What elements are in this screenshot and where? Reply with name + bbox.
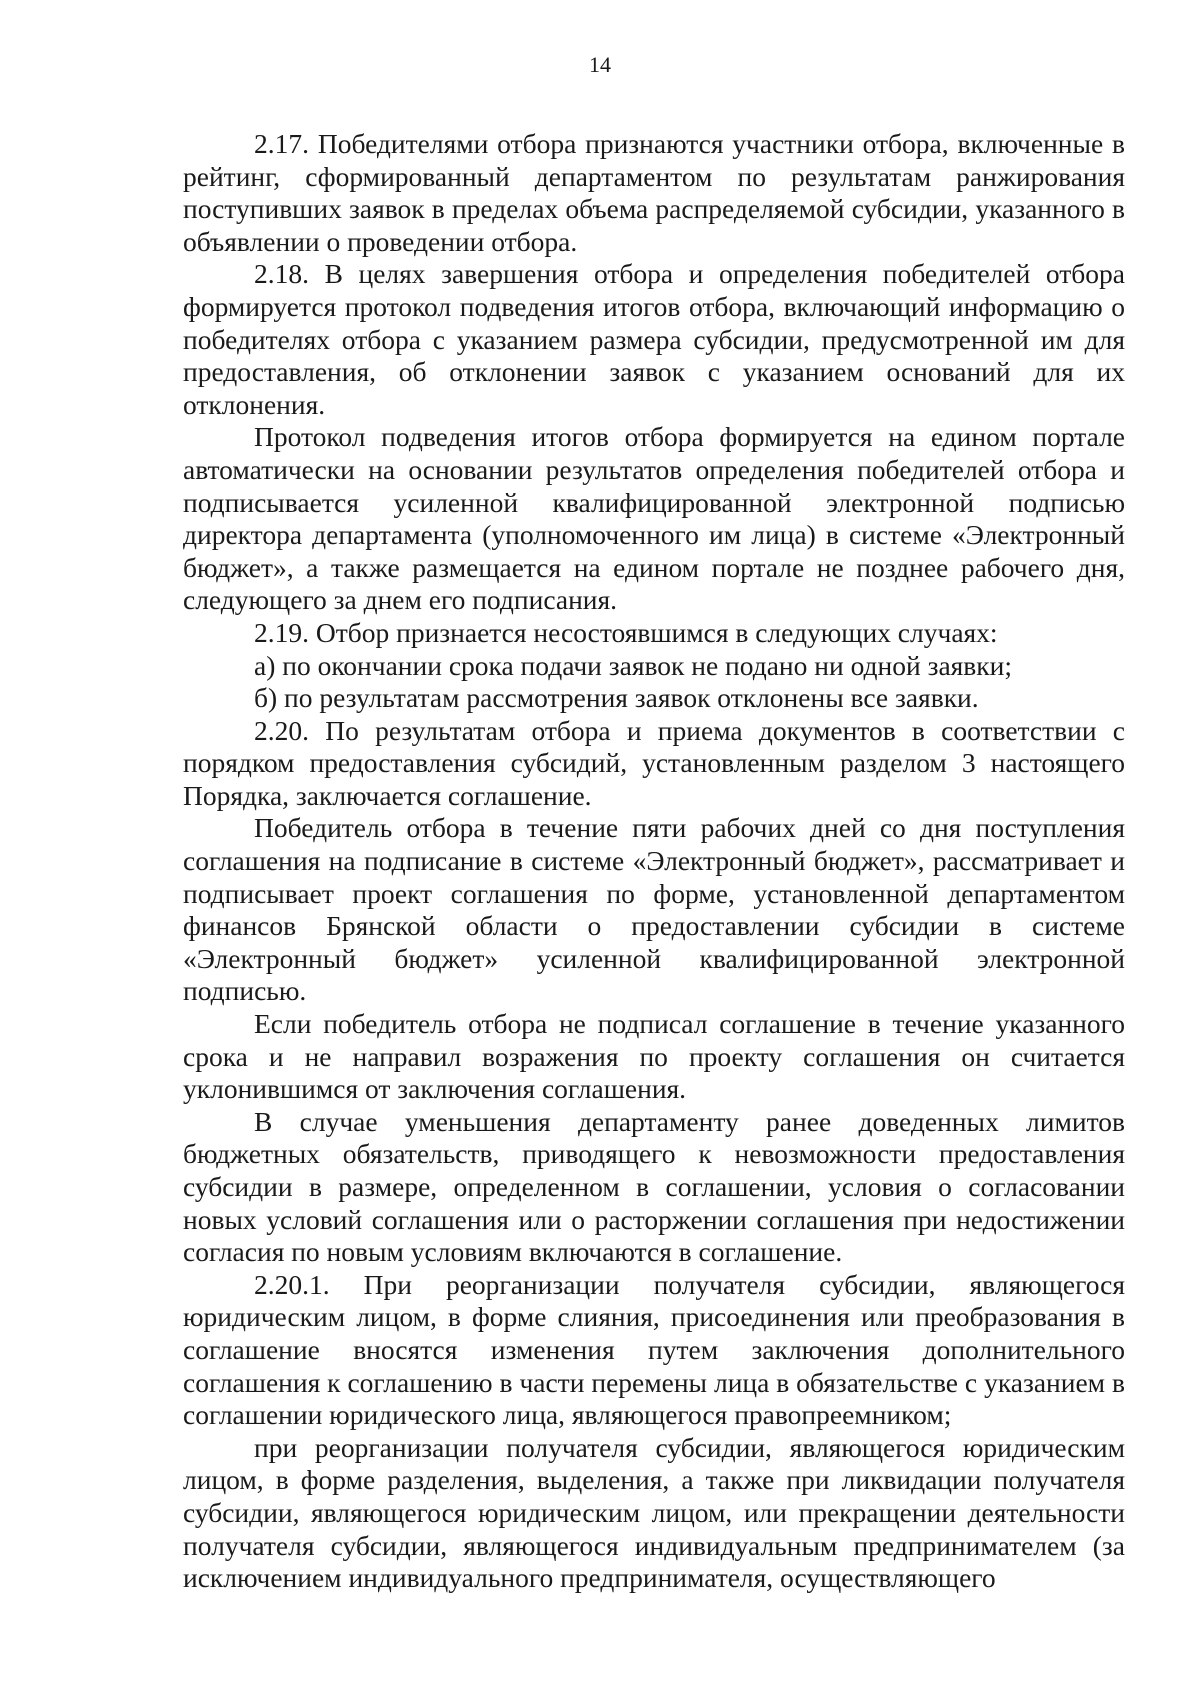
paragraph-2-18: 2.18. В целях завершения отбора и определения победителей отбора формируется протокол подведения итогов отбора, включающий информацию о победителях отбора с указанием размера субсидии, предусмотренной им для предоставления, об отклонении заявок с указанием оснований для их отклонения. [183, 258, 1125, 420]
document-body [183, 128, 1125, 1595]
paragraph-2-19: 2.19. Отбор признается несостоявшимся в следующих случаях: [254, 616, 998, 648]
paragraph-2-20: 2.20. По результатам отбора и приема документов в соответствии с порядком предоставления субсидий, установленным разделом 3 настоящего Порядка, заключается соглашение. [183, 714, 1125, 811]
page-number: 14 [589, 52, 611, 77]
paragraph-winner-signing: Победитель отбора в течение пяти рабочих дней со дня поступления соглашения на подписание в системе «Электронный бюджет», рассматривает и подписывает проект соглашения по форме, установленной департаментом финансов Брянской области о предоставлении субсидии в системе «Электронный бюджет» усиленной квалифицированной электронной подписью. [183, 812, 1125, 1007]
paragraph-2-19-b: б) по результатам рассмотрения заявок отклонены все заявки. [254, 682, 979, 714]
paragraph-protocol: Протокол подведения итогов отбора формируется на едином портале автоматически на основании результатов определения победителей отбора и подписывается усиленной квалифицированной электронной подписью директора департамента (уполномоченного им лица) в системе «Электронный бюджет», а также размещается на едином портале не позднее рабочего дня, следующего за днем его подписания. [183, 421, 1125, 616]
paragraph-winner-evading: Если победитель отбора не подписал соглашение в течение указанного срока и не направил возражения по проекту соглашения он считается уклонившимся от заключения соглашения. [183, 1008, 1125, 1105]
paragraph-reorganization: при реорганизации получателя субсидии, являющегося юридическим лицом, в форме разделения, выделения, а также при ликвидации получателя субсидии, являющегося юридическим лицом, или прекращении деятельности получателя субсидии, являющегося индивидуальным предпринимателем (за исключением индивидуального предпринимателя, осуществляющего [183, 1431, 1125, 1594]
paragraph-2-17: 2.17. Победителями отбора признаются участники отбора, включенные в рейтинг, сформированный департаментом по результатам ранжирования поступивших заявок в пределах объема распределяемой субсидии, указанного в объявлении о проведении отбора. [183, 128, 1125, 257]
paragraph-2-20-1: 2.20.1. При реорганизации получателя субсидии, являющегося юридическим лицом, в форме слияния, присоединения или преобразования в соглашение вносятся изменения путем заключения дополнительного соглашения к соглашению в части перемены лица в обязательстве с указанием в соглашении юридического лица, являющегося правопреемником; [183, 1268, 1125, 1431]
paragraph-2-19-a: а) по окончании срока подачи заявок не подано ни одной заявки; [254, 649, 1012, 681]
paragraph-limits-reduction: В случае уменьшения департаменту ранее доведенных лимитов бюджетных обязательств, приводящего к невозможности предоставления субсидии в размере, определенном в соглашении, условия о согласовании новых условий соглашения или о расторжении соглашения при недостижении согласия по новым условиям включаются в соглашение. [183, 1105, 1125, 1268]
